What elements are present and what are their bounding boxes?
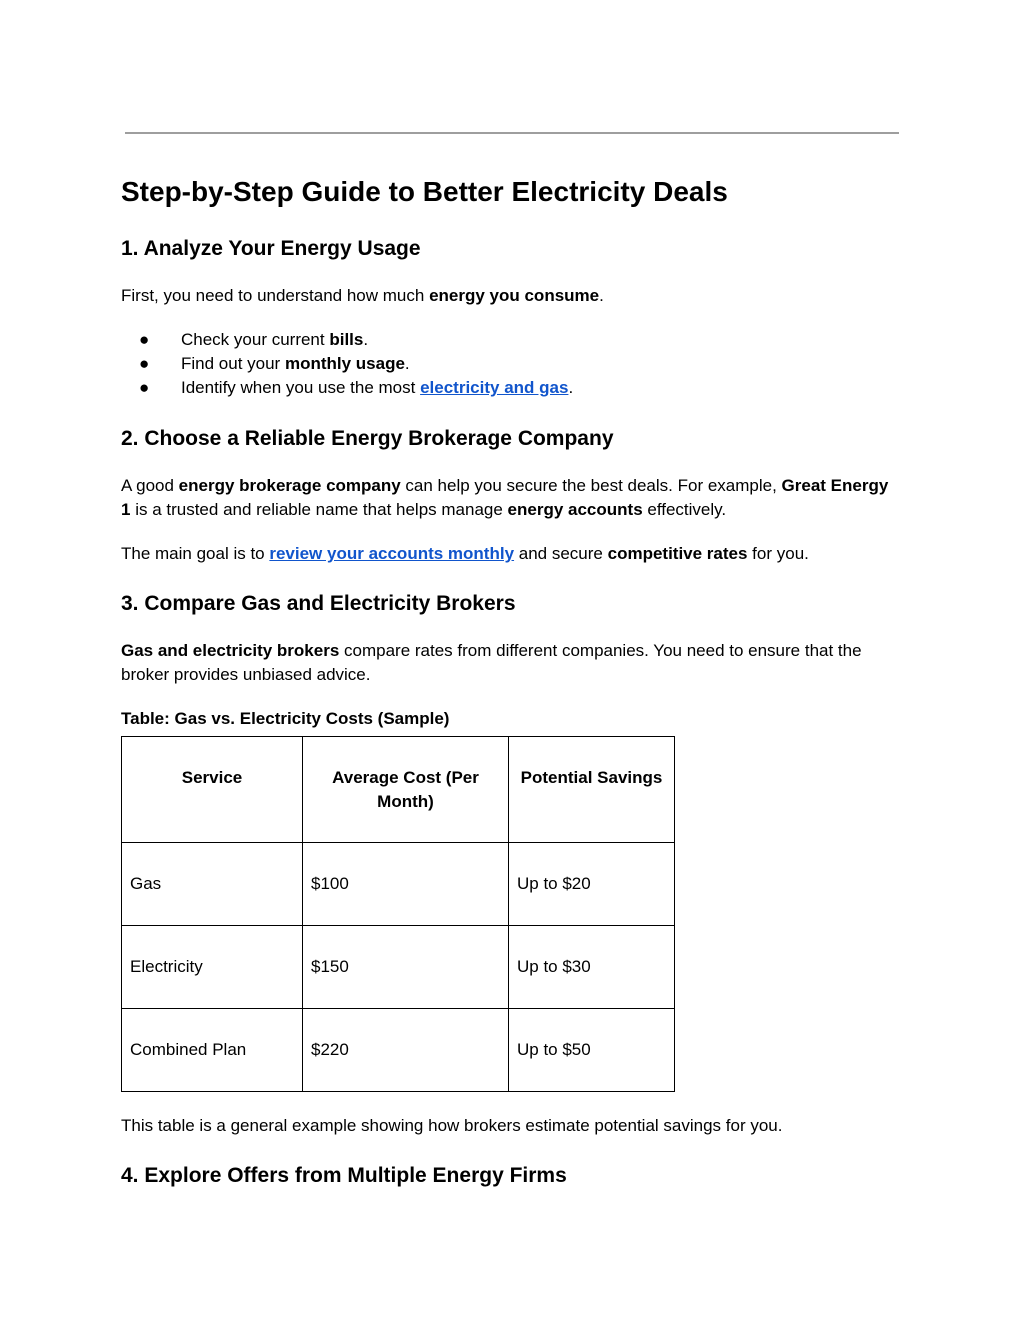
section-3-heading: 3. Compare Gas and Electricity Brokers (121, 592, 516, 615)
page-title: Step-by-Step Guide to Better Electricity Deals (121, 176, 728, 207)
table-row (122, 1009, 675, 1092)
table-row (122, 843, 675, 926)
table-caption: Table: Gas vs. Electricity Costs (Sample) (121, 709, 450, 728)
usage-bullet-list (121, 328, 573, 400)
table-cell: Up to $50 (509, 1009, 675, 1092)
column-header-potential-savings: Potential Savings (509, 737, 675, 843)
table-cell: Up to $30 (509, 926, 675, 1009)
column-header-service: Service (122, 737, 303, 843)
section-1-intro: First, you need to understand how much energy you consume. (121, 286, 604, 305)
table-cell: $220 (303, 1009, 509, 1092)
section-2-heading: 2. Choose a Reliable Energy Brokerage Company (121, 427, 614, 450)
table-header-row (122, 737, 675, 843)
review-accounts-link[interactable]: review your accounts monthly (269, 544, 515, 563)
list-item: ● Check your current bills. (121, 328, 573, 352)
horizontal-rule (125, 132, 899, 134)
costs-table (121, 736, 675, 1092)
table-cell: Combined Plan (122, 1009, 303, 1092)
section-1-heading: 1. Analyze Your Energy Usage (121, 237, 421, 260)
table-cell: Electricity (122, 926, 303, 1009)
table-note: This table is a general example showing how brokers estimate potential savings for you. (121, 1116, 783, 1135)
list-item: ● Find out your monthly usage. (121, 352, 573, 376)
column-header-average-cost: Average Cost (Per Month) (303, 737, 509, 843)
table-cell: Up to $20 (509, 843, 675, 926)
table-row (122, 926, 675, 1009)
table-cell: $100 (303, 843, 509, 926)
table-cell: Gas (122, 843, 303, 926)
section-4-heading: 4. Explore Offers from Multiple Energy Firms (121, 1164, 567, 1187)
table-cell: $150 (303, 926, 509, 1009)
section-2-paragraph-2: The main goal is to review your accounts monthly and secure competitive rates for you. (121, 544, 809, 563)
list-item: ● Identify when you use the most electricity and gas. (121, 376, 573, 400)
bullet-icon: ● (139, 330, 150, 349)
bullet-icon: ● (139, 378, 150, 397)
bullet-icon: ● (139, 354, 150, 373)
section-2-paragraph-1: A good energy brokerage company can help you secure the best deals. For example, Great Energy 1 is a trusted and reliable name that helps manage energy accounts effectively. (121, 476, 889, 519)
electricity-and-gas-link[interactable]: electricity and gas (420, 378, 569, 397)
section-3-paragraph: Gas and electricity brokers compare rates from different companies. You need to ensure that the broker provides unbiased advice. (121, 641, 862, 684)
